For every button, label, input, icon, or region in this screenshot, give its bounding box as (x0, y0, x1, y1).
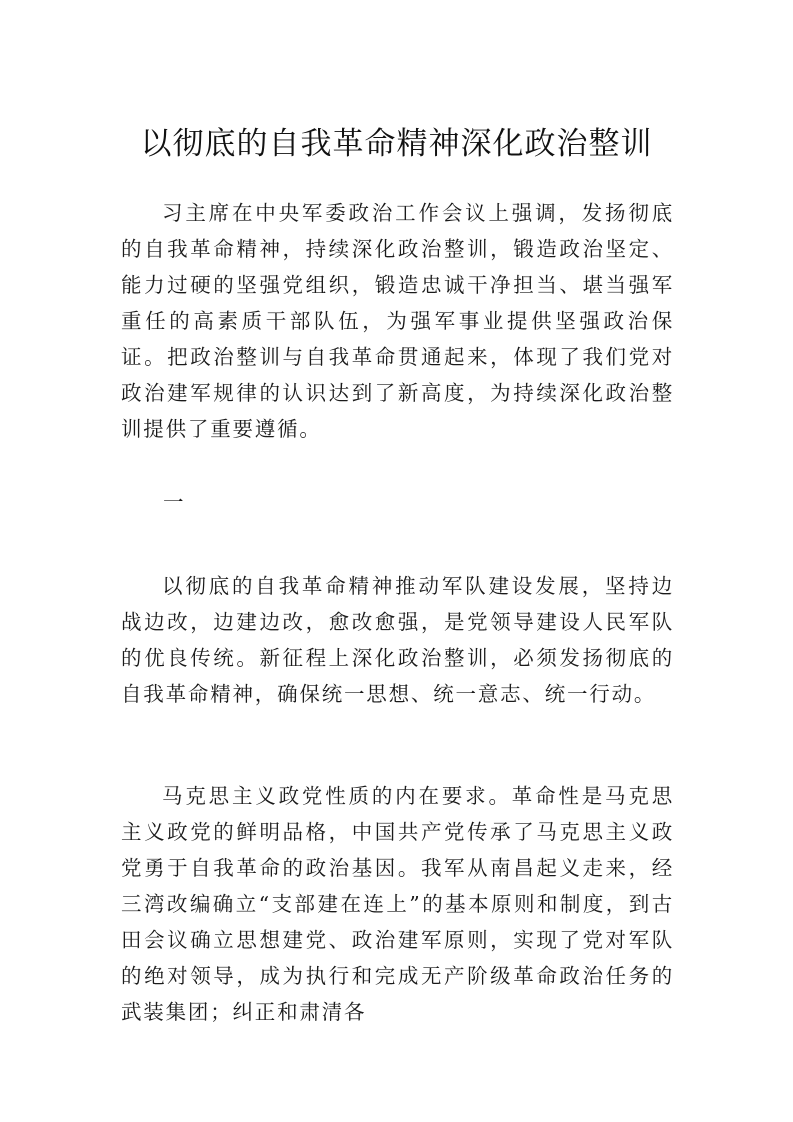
paragraph-marxist-party: 马克思主义政党性质的内在要求。革命性是马克思主义政党的鲜明品格，中国共产党传承了马克思主义政党勇于自我革命的政治基因。我军从南昌起义走来，经三湾改编确立“支部建在连上”的基本原则和制度，到古田会议确立思想建党、政治建军原则，实现了党对军队的绝对领导，成为执行和完成无产阶级革命政治任务的武装集团；纠正和肃清各 (121, 784, 674, 1024)
paragraph-section-one: 以彻底的自我革命精神推动军队建设发展，坚持边战边改，边建边改，愈改愈强，是党领导建设人民军队的优良传统。新征程上深化政治整训，必须发扬彻底的自我革命精神，确保统一思想、统一意志、统一行动。 (121, 574, 674, 706)
section-marker: 一 (163, 490, 184, 514)
paragraph-intro: 习主席在中央军委政治工作会议上强调，发扬彻底的自我革命精神，持续深化政治整训，锻造政治坚定、能力过硬的坚强党组织，锻造忠诚干净担当、堪当强军重任的高素质干部队伍，为强军事业提供坚强政治保证。把政治整训与自我革命贯通起来，体现了我们党对政治建军规律的认识达到了新高度，为持续深化政治整训提供了重要遵循。 (121, 201, 674, 441)
document-title: 以彻底的自我革命精神深化政治整训 (140, 126, 653, 162)
